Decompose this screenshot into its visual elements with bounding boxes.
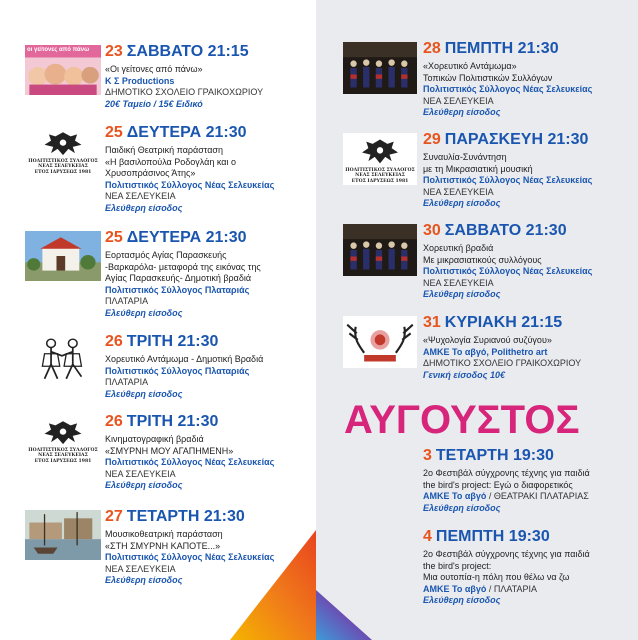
blue-pink-triangle	[316, 590, 372, 640]
emblem-line: ΠΟΛΙΤΙΣΤΙΚΟΣ ΣΥΛΛΟΓΟΣ	[28, 447, 98, 453]
event-text-line	[423, 255, 592, 267]
line-text: Χρυσοπράσινος Άτης»	[105, 168, 196, 179]
line-text: ΝΕΑ ΣΕΛΕΥΚΕΙΑ	[105, 468, 176, 479]
event-text-line	[423, 335, 581, 347]
line-text: Πολιτιστικός Σύλλογος Νέας Σελευκείας	[105, 179, 275, 190]
line-text: «ΣΜΥΡΝΗ ΜΟΥ ΑΓΑΠΗΜΕΝΗ»	[105, 445, 234, 456]
event-details	[423, 61, 592, 119]
event-org-line	[423, 347, 581, 359]
emblem-line: ΝΕΑΣ ΣΕΛΕΥΚΕΙΑΣ	[38, 164, 88, 170]
line-text: Πολιτιστικός Σύλλογος Νέας Σελευκείας	[423, 266, 593, 277]
event-day-number: 25	[105, 124, 123, 141]
event-text-line	[105, 250, 261, 262]
event-heading	[105, 124, 247, 142]
event-details	[423, 549, 590, 607]
emblem-caption	[343, 168, 417, 184]
event-text-line	[105, 446, 274, 458]
line-text: Πολιτιστικός Σύλλογος Πλαταριάς	[105, 365, 250, 376]
event-day-time: ΠΕΜΠΤΗ 21:30	[444, 40, 559, 57]
emblem-line: ΕΤΟΣ ΙΔΡΥΣΕΩΣ 1981	[351, 178, 409, 184]
event-day-time: ΤΕΤΑΡΤΗ 21:30	[126, 508, 245, 525]
event-day-time: ΤΡΙΤΗ 21:30	[126, 413, 219, 430]
line-text: Ελεύθερη είσοδος	[105, 307, 183, 318]
event-text-line	[105, 541, 274, 553]
event-heading	[105, 333, 218, 351]
event-day-number: 28	[423, 40, 441, 57]
line-text: K Σ Productions	[105, 75, 175, 86]
line-text: Γενική είσοδος 10€	[423, 369, 505, 380]
event-org-line	[423, 84, 592, 96]
event-heading	[105, 229, 247, 247]
line-text: ΝΕΑ ΣΕΛΕΥΚΕΙΑ	[423, 186, 494, 197]
line-text: Με μικρασιατικούς συλλόγους	[423, 254, 542, 265]
line-text: «Η βασιλοπούλα Ροδογλάη και ο	[105, 156, 236, 167]
line-text: ΔΗΜΟΤΙΚΟ ΣΧΟΛΕΙΟ ΓΡΑΙΚΟΧΩΡΙΟΥ	[105, 87, 264, 98]
event-text-line	[105, 262, 261, 274]
event-entry-line	[105, 389, 263, 401]
event-day-time: ΔΕΥΤΕΡΑ 21:30	[126, 229, 247, 246]
event-text-line	[105, 273, 261, 285]
event-day-number: 30	[423, 222, 441, 239]
event-details	[105, 64, 263, 110]
event-text-line	[423, 61, 592, 73]
line-text: Ελεύθερη είσοδος	[423, 502, 501, 513]
line-text: Πολιτιστικός Σύλλογος Νέας Σελευκείας	[105, 552, 275, 563]
line-text: ΝΕΑ ΣΕΛΕΥΚΕΙΑ	[105, 563, 176, 574]
event-text-line	[423, 561, 590, 573]
event-heading	[423, 222, 567, 240]
poster-title: οι γείτονες από πάνω	[27, 47, 90, 53]
event-heading	[423, 40, 559, 58]
line-text: ΑΜΚΕ Το αβγό, Polithetro art	[423, 346, 548, 357]
line-text: Αγίας Παρασκευής- Δημοτική βραδιά	[105, 273, 252, 284]
emblem-line: ΕΤΟΣ ΙΔΡΥΣΕΩΣ 1981	[34, 169, 92, 175]
event-heading	[105, 508, 245, 526]
chapel-photo-image	[25, 231, 101, 281]
event-day-time: ΔΕΥΤΕΡΑ 21:30	[126, 124, 247, 141]
event-heading	[105, 43, 249, 61]
line-text: Ελεύθερη είσοδος	[105, 388, 183, 399]
event-entry-line	[105, 99, 263, 111]
night-dance-photo-image	[343, 224, 417, 276]
line-text: Πολιτιστικός Σύλλογος Πλαταριάς	[105, 284, 250, 295]
event-day-number: 29	[423, 131, 441, 148]
society-emblem-image	[25, 126, 101, 176]
event-details	[423, 335, 581, 381]
event-text-line	[423, 152, 592, 164]
event-day-time: ΚΥΡΙΑΚΗ 21:15	[444, 314, 563, 331]
line-text: Ελεύθερη είσοδος	[423, 289, 501, 300]
line-text: the bird's project: Εγώ ο διαφορετικός	[423, 479, 573, 490]
event-text-line	[105, 168, 274, 180]
night-dance-photo-image	[343, 42, 417, 94]
event-org-line	[105, 76, 263, 88]
event-place-line	[423, 96, 592, 108]
event-place-line	[423, 358, 581, 370]
event-entry-line	[423, 595, 590, 607]
line-text: Πολιτιστικός Σύλλογος Νέας Σελευκείας	[423, 84, 593, 95]
event-day-time: ΠΕΜΠΤΗ 19:30	[435, 528, 550, 545]
line-text: ΝΕΑ ΣΕΛΕΥΚΕΙΑ	[423, 95, 494, 106]
event-text-line	[105, 529, 274, 541]
emblem-line: ΝΕΑΣ ΣΕΛΕΥΚΕΙΑΣ	[355, 173, 405, 179]
event-place-line	[105, 564, 274, 576]
event-details	[105, 529, 274, 587]
emblem-line: ΕΤΟΣ ΙΔΡΥΣΕΩΣ 1981	[34, 458, 92, 464]
event-text-line	[423, 480, 590, 492]
line-text: Χορευτικό Αντάμωμα - Δημοτική Βραδιά	[105, 354, 264, 364]
event-org-line	[423, 175, 592, 187]
emblem-line: ΝΕΑΣ ΣΕΛΕΥΚΕΙΑΣ	[38, 453, 88, 459]
line-text: Ελεύθερη είσοδος	[105, 480, 183, 491]
event-place-line	[423, 278, 592, 290]
comedy-poster-image	[25, 45, 101, 95]
line-text: Ελεύθερη είσοδος	[423, 107, 501, 118]
month-heading-august: ΑΥΓΟΥΣΤΟΣ	[344, 398, 580, 442]
event-org-line	[105, 366, 263, 378]
line-text: Πολιτιστικός Σύλλογος Νέας Σελευκείας	[105, 457, 275, 468]
event-org-line	[423, 266, 592, 278]
event-entry-line	[105, 480, 274, 492]
event-day-time: ΤΡΙΤΗ 21:30	[126, 333, 219, 350]
line-text: 2ο Φεστιβάλ σύγχρονης τέχνης για παιδιά	[423, 549, 590, 559]
event-entry-line	[105, 308, 261, 320]
event-text-line	[105, 157, 274, 169]
event-text-line	[423, 73, 592, 85]
emblem-caption	[25, 448, 101, 464]
event-place-line	[105, 377, 263, 389]
event-heading	[105, 413, 218, 431]
event-heading	[423, 314, 562, 332]
event-org-line	[423, 491, 590, 503]
event-place-line	[105, 469, 274, 481]
line-text: «Χορευτικό Αντάμωμα»	[423, 61, 517, 71]
event-heading	[423, 131, 588, 149]
line-text: ΑΜΚΕ Το αβγό	[423, 583, 487, 594]
line-text: ΑΜΚΕ Το αβγό	[423, 491, 487, 502]
line-text: Κινηματογραφική βραδιά	[105, 434, 204, 444]
line-text: Ελεύθερη είσοδος	[423, 198, 501, 209]
event-day-number: 3	[423, 447, 432, 464]
event-text-line	[105, 434, 274, 446]
emblem-line: ΠΟΛΙΤΙΣΤΙΚΟΣ ΣΥΛΛΟΓΟΣ	[28, 158, 98, 164]
event-org-line	[105, 180, 274, 192]
event-entry-line	[423, 370, 581, 382]
event-org-line	[105, 552, 274, 564]
event-details	[423, 152, 592, 210]
society-emblem-image	[25, 415, 101, 465]
emblem-line: ΠΟΛΙΤΙΣΤΙΚΟΣ ΣΥΛΛΟΓΟΣ	[345, 167, 415, 173]
event-text-line	[105, 145, 274, 157]
event-entry-line	[423, 107, 592, 119]
event-day-time: ΤΕΤΑΡΤΗ 19:30	[435, 447, 554, 464]
line-text: Ελεύθερη είσοδος	[423, 595, 501, 606]
event-details	[105, 354, 263, 400]
event-org-line	[105, 285, 261, 297]
event-details	[105, 250, 261, 320]
line-text: ΔΗΜΟΤΙΚΟ ΣΧΟΛΕΙΟ ΓΡΑΙΚΟΧΩΡΙΟΥ	[423, 358, 582, 369]
line-text: ΠΛΑΤΑΡΙΑ	[105, 377, 149, 388]
event-place-line	[105, 87, 263, 99]
event-day-number: 26	[105, 333, 123, 350]
event-org-line	[105, 457, 274, 469]
event-details	[105, 434, 274, 492]
event-org-line	[423, 584, 590, 596]
event-entry-line	[423, 198, 592, 210]
line-text: Παιδική Θεατρική παράσταση	[105, 145, 223, 155]
line-text: Ελεύθερη είσοδος	[105, 575, 183, 586]
event-day-number: 23	[105, 43, 123, 60]
line-text: ΝΕΑ ΣΕΛΕΥΚΕΙΑ	[423, 277, 494, 288]
line-text: ΠΛΑΤΑΡΙΑ	[105, 296, 149, 307]
event-day-time: ΣΑΒΒΑΤΟ 21:15	[126, 43, 249, 60]
event-day-number: 31	[423, 314, 441, 331]
event-entry-line	[423, 289, 592, 301]
line-place-suffix: / ΘΕΑΤΡΑΚΙ ΠΛΑΤΑΡΙΑΣ	[486, 491, 589, 502]
event-heading	[423, 447, 554, 465]
event-text-line	[105, 354, 263, 366]
event-entry-line	[105, 203, 274, 215]
line-text: ΝΕΑ ΣΕΛΕΥΚΕΙΑ	[105, 191, 176, 202]
antlers-poster-image	[343, 316, 417, 368]
line-text: με τη Μικρασιατική μουσική	[423, 163, 533, 174]
event-day-time: ΣΑΒΒΑΤΟ 21:30	[444, 222, 567, 239]
emblem-caption	[25, 159, 101, 175]
line-text: «Ψυχολογία Συριανού συζύγου»	[423, 335, 552, 345]
line-text: the bird's project:	[423, 560, 492, 571]
line-text: -Βαρκαρόλα- μεταφορά της εικόνας της	[105, 261, 261, 272]
line-text: Μουσικοθεατρική παράσταση	[105, 529, 223, 539]
event-day-number: 25	[105, 229, 123, 246]
line-text: 20€ Ταμείο / 15€ Ειδικό	[105, 98, 203, 109]
line-text: Μια ουτοπία-η πόλη που θέλω να ζω	[423, 572, 570, 583]
line-place-suffix: / ΠΛΑΤΑΡΙΑ	[486, 583, 538, 594]
event-text-line	[423, 243, 592, 255]
line-text: Πολιτιστικός Σύλλογος Νέας Σελευκείας	[423, 175, 593, 186]
event-day-number: 27	[105, 508, 123, 525]
event-text-line	[423, 468, 590, 480]
line-text: 2ο Φεστιβάλ σύγχρονης τέχνης για παιδιά	[423, 468, 590, 478]
event-text-line	[423, 572, 590, 584]
event-text-line	[423, 164, 592, 176]
line-text: «ΣΤΗ ΣΜΥΡΝΗ ΚΑΠΟΤΕ...»	[105, 540, 221, 551]
line-text: «Οι γείτονες από πάνω»	[105, 64, 203, 74]
event-entry-line	[105, 575, 274, 587]
event-heading	[423, 528, 550, 546]
event-text-line	[105, 64, 263, 76]
event-text-line	[423, 549, 590, 561]
dancers-drawing-image	[25, 335, 101, 385]
society-emblem-image	[343, 133, 417, 185]
event-details	[105, 145, 274, 215]
line-text: Εορτασμός Αγίας Παρασκευής	[105, 250, 227, 260]
line-text: Τοπικών Πολιτιστικών Συλλόγων	[423, 72, 553, 83]
line-text: Ελεύθερη είσοδος	[105, 202, 183, 213]
harbor-painting-image	[25, 510, 101, 560]
event-place-line	[105, 296, 261, 308]
line-text: Συναυλία-Συνάντηση	[423, 152, 507, 162]
event-place-line	[423, 187, 592, 199]
event-place-line	[105, 191, 274, 203]
event-day-number: 26	[105, 413, 123, 430]
event-details	[423, 468, 590, 514]
event-details	[423, 243, 592, 301]
event-day-time: ΠΑΡΑΣΚΕΥΗ 21:30	[444, 131, 589, 148]
event-entry-line	[423, 503, 590, 515]
line-text: Χορευτική βραδιά	[423, 243, 494, 253]
event-day-number: 4	[423, 528, 432, 545]
